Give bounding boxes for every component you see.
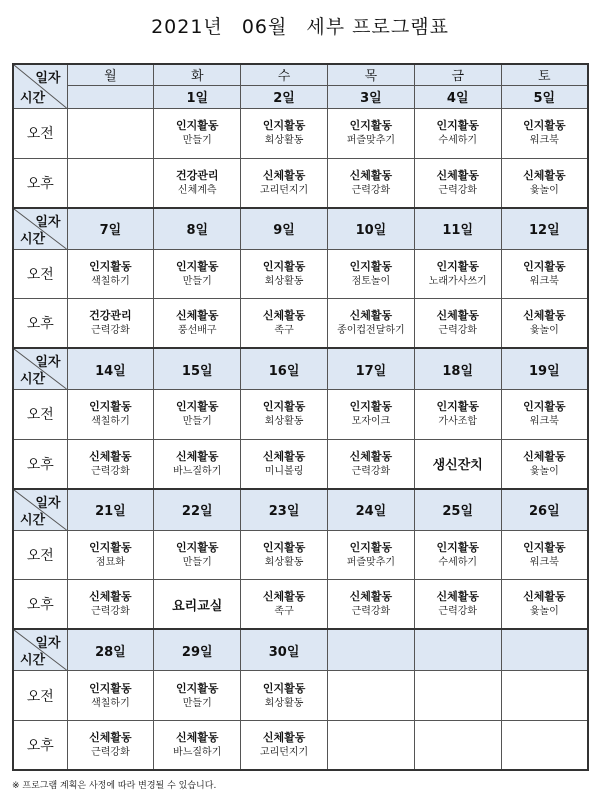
date-row bbox=[13, 85, 588, 108]
activity-title: 신체활동 bbox=[436, 168, 479, 182]
date-cell: 26일 bbox=[501, 489, 588, 530]
activity-title: 인지활동 bbox=[89, 400, 132, 414]
activity-detail: 근력강화 bbox=[438, 606, 478, 618]
period-label-am: 오전 bbox=[13, 390, 67, 440]
activity-detail: 윷놀이 bbox=[529, 465, 559, 477]
activity-cell bbox=[241, 671, 328, 721]
activity-title: 신체활동 bbox=[262, 168, 306, 182]
activity-cell bbox=[501, 390, 588, 440]
activity-detail: 만들기 bbox=[182, 697, 212, 709]
date-cell bbox=[414, 629, 501, 670]
activity-detail: 수세하기 bbox=[438, 556, 478, 568]
activity-cell bbox=[327, 530, 414, 580]
activity-title: 인지활동 bbox=[262, 259, 306, 273]
activity-title: 인지활동 bbox=[436, 259, 479, 273]
activity-cell bbox=[67, 720, 154, 770]
activity-detail: 근력강화 bbox=[438, 325, 478, 337]
label-time: 시간 bbox=[20, 653, 46, 669]
activity-cell bbox=[501, 249, 588, 299]
activity-cell bbox=[241, 249, 328, 299]
period-label-am: 오전 bbox=[13, 671, 67, 721]
activity-detail: 만들기 bbox=[182, 135, 212, 147]
label-time: 시간 bbox=[20, 372, 46, 388]
activity-detail: 회상활동 bbox=[264, 697, 304, 709]
activity-title: 인지활동 bbox=[175, 119, 219, 133]
weekday-row bbox=[13, 64, 588, 85]
activity-detail: 신체계측 bbox=[177, 184, 217, 196]
activity-detail: 근력강화 bbox=[351, 465, 391, 477]
activity-detail: 회상활동 bbox=[264, 416, 304, 428]
activity-title: 인지활동 bbox=[175, 400, 219, 414]
label-time: 시간 bbox=[20, 90, 46, 106]
pm-row bbox=[13, 299, 588, 349]
activity-title: 인지활동 bbox=[89, 540, 132, 554]
date-cell: 7일 bbox=[67, 208, 154, 249]
pm-row bbox=[13, 439, 588, 489]
am-row bbox=[13, 108, 588, 158]
page-title bbox=[0, 12, 600, 39]
activity-cell bbox=[241, 158, 328, 208]
date-cell: 25일 bbox=[414, 489, 501, 530]
date-cell: 5일 bbox=[501, 85, 588, 108]
activity-detail: 회상활동 bbox=[264, 135, 304, 147]
activity-title: 인지활동 bbox=[89, 681, 132, 695]
am-row bbox=[13, 390, 588, 440]
date-row bbox=[13, 629, 588, 670]
date-cell: 8일 bbox=[154, 208, 241, 249]
date-cell: 17일 bbox=[327, 348, 414, 389]
activity-cell bbox=[67, 299, 154, 349]
period-label-pm: 오후 bbox=[13, 580, 67, 630]
corner-header bbox=[13, 629, 67, 670]
activity-cell bbox=[154, 720, 241, 770]
activity-title: 인지활동 bbox=[436, 540, 479, 554]
activity-cell bbox=[67, 390, 154, 440]
activity-title: 신체활동 bbox=[349, 449, 393, 463]
activity-title: 인지활동 bbox=[349, 540, 393, 554]
activity-cell bbox=[414, 108, 501, 158]
activity-detail: 노래가사쓰기 bbox=[428, 275, 487, 287]
date-cell: 28일 bbox=[67, 629, 154, 670]
period-label-am: 오전 bbox=[13, 249, 67, 299]
activity-detail: 수세하기 bbox=[438, 135, 478, 147]
date-cell: 1일 bbox=[154, 85, 241, 108]
activity-detail: 만들기 bbox=[182, 416, 212, 428]
activity-detail: 색칠하기 bbox=[91, 275, 130, 287]
date-cell: 29일 bbox=[154, 629, 241, 670]
activity-title: 인지활동 bbox=[436, 400, 479, 414]
weekday-0: 월 bbox=[67, 64, 154, 85]
pm-row bbox=[13, 720, 588, 770]
activity-detail: 족구 bbox=[274, 325, 294, 337]
date-cell: 14일 bbox=[67, 348, 154, 389]
activity-detail: 근력강화 bbox=[438, 184, 478, 196]
activity-cell bbox=[501, 671, 588, 721]
activity-detail: 근력강화 bbox=[91, 606, 130, 618]
activity-detail: 풍선배구 bbox=[177, 325, 217, 337]
period-label-pm: 오후 bbox=[13, 299, 67, 349]
activity-cell bbox=[327, 439, 414, 489]
date-cell: 3일 bbox=[327, 85, 414, 108]
activity-detail: 회상활동 bbox=[264, 275, 304, 287]
weekday-3: 목 bbox=[327, 64, 414, 85]
activity-title: 인지활동 bbox=[349, 119, 393, 133]
activity-cell bbox=[67, 671, 154, 721]
activity-cell bbox=[154, 299, 241, 349]
date-cell: 18일 bbox=[414, 348, 501, 389]
am-row bbox=[13, 530, 588, 580]
date-cell: 2일 bbox=[241, 85, 328, 108]
title-month: 06월 bbox=[241, 16, 288, 38]
activity-title: 신체활동 bbox=[523, 168, 566, 182]
activity-title: 신체활동 bbox=[175, 309, 219, 323]
activity-cell bbox=[327, 671, 414, 721]
activity-cell bbox=[154, 671, 241, 721]
weekday-5: 토 bbox=[501, 64, 588, 85]
date-cell bbox=[67, 85, 154, 108]
label-time: 시간 bbox=[20, 512, 46, 528]
activity-cell bbox=[67, 439, 154, 489]
activity-cell bbox=[501, 720, 588, 770]
activity-title: 인지활동 bbox=[175, 540, 219, 554]
activity-cell bbox=[327, 158, 414, 208]
period-label-pm: 오후 bbox=[13, 720, 67, 770]
weekday-4: 금 bbox=[414, 64, 501, 85]
activity-cell bbox=[501, 158, 588, 208]
activity-title: 인지활동 bbox=[436, 119, 479, 133]
date-cell bbox=[501, 629, 588, 670]
activity-detail: 가사조합 bbox=[438, 416, 478, 428]
activity-title: 신체활동 bbox=[262, 730, 306, 744]
activity-detail: 근력강화 bbox=[91, 746, 130, 758]
weekday-2: 수 bbox=[241, 64, 328, 85]
label-date: 일자 bbox=[35, 495, 61, 511]
date-cell: 23일 bbox=[241, 489, 328, 530]
activity-detail: 바느질하기 bbox=[173, 746, 222, 758]
activity-cell bbox=[67, 158, 154, 208]
activity-detail: 워크북 bbox=[529, 135, 559, 147]
activity-detail: 윷놀이 bbox=[529, 325, 559, 337]
activity-title: 인지활동 bbox=[262, 119, 306, 133]
activity-title: 신체활동 bbox=[436, 309, 479, 323]
activity-title: 신체활동 bbox=[349, 590, 393, 604]
activity-cell bbox=[327, 390, 414, 440]
activity-title: 인지활동 bbox=[175, 681, 219, 695]
activity-title: 요리교실 bbox=[172, 598, 223, 614]
activity-detail: 근력강화 bbox=[91, 325, 130, 337]
activity-title: 인지활동 bbox=[523, 259, 566, 273]
activity-detail: 점토놀이 bbox=[351, 275, 391, 287]
period-label-am: 오전 bbox=[13, 530, 67, 580]
date-cell: 4일 bbox=[414, 85, 501, 108]
label-date: 일자 bbox=[35, 636, 61, 652]
activity-title: 신체활동 bbox=[89, 590, 132, 604]
date-cell: 11일 bbox=[414, 208, 501, 249]
activity-title: 생신잔치 bbox=[432, 458, 483, 474]
activity-detail: 근력강화 bbox=[351, 184, 391, 196]
corner-header bbox=[13, 348, 67, 389]
activity-cell bbox=[154, 530, 241, 580]
activity-title: 인지활동 bbox=[349, 259, 393, 273]
activity-cell bbox=[414, 299, 501, 349]
activity-title: 인지활동 bbox=[262, 681, 306, 695]
activity-detail: 바느질하기 bbox=[173, 465, 222, 477]
activity-cell bbox=[414, 580, 501, 630]
activity-detail: 종이컵전달하기 bbox=[337, 325, 405, 337]
activity-cell bbox=[241, 108, 328, 158]
activity-cell bbox=[67, 530, 154, 580]
activity-detail: 퍼즐맞추기 bbox=[346, 556, 396, 568]
activity-cell bbox=[501, 439, 588, 489]
activity-detail: 색칠하기 bbox=[91, 416, 130, 428]
period-label-pm: 오후 bbox=[13, 439, 67, 489]
date-cell: 12일 bbox=[501, 208, 588, 249]
date-row bbox=[13, 489, 588, 530]
activity-cell bbox=[241, 530, 328, 580]
activity-cell bbox=[501, 530, 588, 580]
activity-detail: 고리던지기 bbox=[259, 184, 309, 196]
activity-title: 인지활동 bbox=[523, 540, 566, 554]
activity-title: 신체활동 bbox=[349, 309, 393, 323]
activity-detail: 회상활동 bbox=[264, 556, 304, 568]
date-cell: 30일 bbox=[241, 629, 328, 670]
date-cell: 10일 bbox=[327, 208, 414, 249]
activity-cell bbox=[501, 108, 588, 158]
date-cell: 21일 bbox=[67, 489, 154, 530]
activity-cell bbox=[501, 299, 588, 349]
activity-title: 신체활동 bbox=[89, 730, 132, 744]
corner-header bbox=[13, 208, 67, 249]
activity-cell bbox=[241, 299, 328, 349]
activity-detail: 점묘화 bbox=[95, 556, 125, 568]
activity-cell bbox=[154, 108, 241, 158]
activity-detail: 근력강화 bbox=[91, 465, 130, 477]
activity-cell bbox=[414, 530, 501, 580]
activity-title: 신체활동 bbox=[349, 168, 393, 182]
activity-cell bbox=[67, 108, 154, 158]
footnote: ※ 프로그램 계획은 사정에 따라 변경될 수 있습니다. bbox=[12, 781, 217, 791]
activity-cell bbox=[414, 158, 501, 208]
activity-detail: 윷놀이 bbox=[529, 184, 559, 196]
activity-title: 인지활동 bbox=[262, 400, 306, 414]
activity-cell bbox=[241, 439, 328, 489]
activity-title: 인지활동 bbox=[262, 540, 306, 554]
corner-header bbox=[13, 489, 67, 530]
activity-title: 신체활동 bbox=[523, 449, 566, 463]
activity-detail: 색칠하기 bbox=[91, 697, 130, 709]
title-text: 세부 프로그램표 bbox=[306, 16, 449, 38]
activity-title: 신체활동 bbox=[262, 590, 306, 604]
activity-title: 건강관리 bbox=[175, 168, 219, 182]
activity-detail: 워크북 bbox=[529, 275, 559, 287]
title-year: 2021년 bbox=[151, 16, 223, 38]
activity-title: 인지활동 bbox=[89, 259, 132, 273]
activity-detail: 워크북 bbox=[529, 556, 559, 568]
label-date: 일자 bbox=[35, 355, 61, 371]
activity-cell bbox=[154, 580, 241, 630]
pm-row bbox=[13, 158, 588, 208]
activity-detail: 윷놀이 bbox=[529, 606, 559, 618]
activity-title: 인지활동 bbox=[175, 259, 219, 273]
activity-detail: 만들기 bbox=[182, 275, 212, 287]
activity-detail: 족구 bbox=[274, 606, 294, 618]
activity-title: 신체활동 bbox=[436, 590, 479, 604]
activity-cell bbox=[67, 580, 154, 630]
activity-title: 신체활동 bbox=[262, 449, 306, 463]
date-row bbox=[13, 208, 588, 249]
activity-cell bbox=[241, 580, 328, 630]
activity-cell bbox=[154, 158, 241, 208]
activity-title: 신체활동 bbox=[175, 730, 219, 744]
activity-detail: 퍼즐맞추기 bbox=[346, 135, 396, 147]
activity-detail: 모자이크 bbox=[351, 416, 391, 428]
activity-detail: 만들기 bbox=[182, 556, 212, 568]
activity-cell bbox=[414, 249, 501, 299]
date-row bbox=[13, 348, 588, 389]
weekday-1: 화 bbox=[154, 64, 241, 85]
activity-detail: 고리던지기 bbox=[259, 746, 309, 758]
period-label-am: 오전 bbox=[13, 108, 67, 158]
date-cell bbox=[327, 629, 414, 670]
activity-cell bbox=[241, 390, 328, 440]
activity-cell bbox=[154, 249, 241, 299]
activity-cell bbox=[327, 580, 414, 630]
activity-cell bbox=[414, 390, 501, 440]
activity-title: 신체활동 bbox=[523, 309, 566, 323]
activity-title: 건강관리 bbox=[89, 309, 132, 323]
activity-title: 신체활동 bbox=[262, 309, 306, 323]
am-row bbox=[13, 249, 588, 299]
activity-title: 인지활동 bbox=[523, 119, 566, 133]
activity-cell bbox=[327, 249, 414, 299]
period-label-pm: 오후 bbox=[13, 158, 67, 208]
activity-cell bbox=[327, 108, 414, 158]
pm-row bbox=[13, 580, 588, 630]
activity-title: 신체활동 bbox=[89, 449, 132, 463]
activity-detail: 워크북 bbox=[529, 416, 559, 428]
activity-cell bbox=[327, 720, 414, 770]
date-cell: 22일 bbox=[154, 489, 241, 530]
activity-cell bbox=[154, 390, 241, 440]
activity-title: 인지활동 bbox=[349, 400, 393, 414]
schedule-table bbox=[12, 63, 589, 771]
date-cell: 9일 bbox=[241, 208, 328, 249]
activity-detail: 미니볼링 bbox=[264, 465, 304, 477]
activity-cell bbox=[414, 720, 501, 770]
label-date: 일자 bbox=[35, 71, 61, 86]
am-row bbox=[13, 671, 588, 721]
activity-cell bbox=[414, 671, 501, 721]
activity-cell bbox=[501, 580, 588, 630]
date-cell: 15일 bbox=[154, 348, 241, 389]
activity-cell bbox=[241, 720, 328, 770]
label-time: 시간 bbox=[20, 231, 46, 247]
label-date: 일자 bbox=[35, 214, 61, 230]
activity-title: 인지활동 bbox=[523, 400, 566, 414]
activity-cell bbox=[67, 249, 154, 299]
date-cell: 24일 bbox=[327, 489, 414, 530]
activity-title: 신체활동 bbox=[523, 590, 566, 604]
corner-header bbox=[13, 64, 67, 108]
date-cell: 16일 bbox=[241, 348, 328, 389]
activity-cell bbox=[327, 299, 414, 349]
activity-cell bbox=[154, 439, 241, 489]
activity-detail: 근력강화 bbox=[351, 606, 391, 618]
date-cell: 19일 bbox=[501, 348, 588, 389]
activity-cell bbox=[414, 439, 501, 489]
activity-title: 신체활동 bbox=[175, 449, 219, 463]
